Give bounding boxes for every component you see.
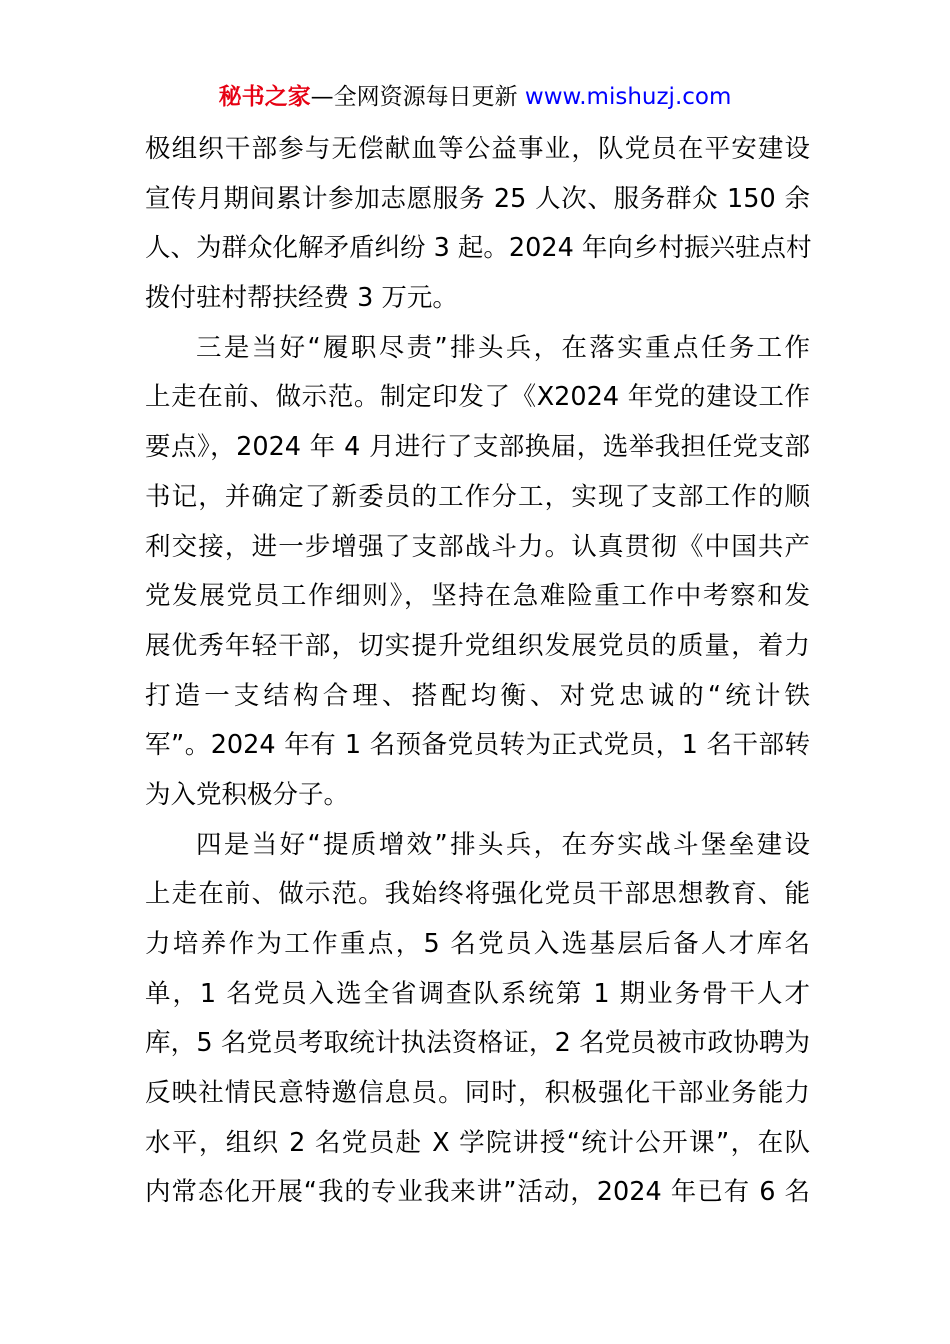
paragraph-first-line: 四是当好“提质增效”排头兵，在夯实战斗堡垒建设 [196, 829, 810, 860]
site-url-link[interactable]: www.mishuzj.com [524, 84, 732, 110]
text-line: 利交接，进一步增强了支部战斗力。认真贯彻《中国共产 [145, 531, 810, 562]
text-line: 内常态化开展“我的专业我来讲”活动，2024 年已有 6 名 [145, 1177, 810, 1208]
text-line: 拨付驻村帮扶经费 3 万元。 [145, 283, 458, 314]
text-line: 要点》，2024 年 4 月进行了支部换届，选举我担任党支部 [145, 432, 810, 463]
text-line: 上走在前、做示范。我始终将强化党员干部思想教育、能 [145, 879, 810, 910]
document-body [145, 125, 810, 1218]
text-line: 水平，组织 2 名党员赴 X 学院讲授“统计公开课”，在队 [145, 1127, 810, 1158]
text-line: 为入党积极分子。 [145, 779, 350, 810]
header-tagline: —全网资源每日更新 [310, 84, 525, 110]
text-line: 书记，并确定了新委员的工作分工，实现了支部工作的顺 [145, 481, 810, 512]
text-line: 打造一支结构合理、搭配均衡、对党忠诚的“统计铁 [145, 680, 810, 711]
text-line: 上走在前、做示范。制定印发了《X2024 年党的建设工作 [145, 382, 810, 413]
text-line: 宣传月期间累计参加志愿服务 25 人次、服务群众 150 余 [145, 183, 810, 214]
text-line: 展优秀年轻干部，切实提升党组织发展党员的质量，着力 [145, 630, 810, 661]
text-line: 党发展党员工作细则》，坚持在急难险重工作中考察和发 [145, 581, 810, 612]
text-line: 反映社情民意特邀信息员。同时，积极强化干部业务能力 [145, 1078, 810, 1109]
text-line: 力培养作为工作重点，5 名党员入选基层后备人才库名 [145, 929, 810, 959]
brand-name: 秘书之家 [218, 84, 311, 110]
text-line: 库，5 名党员考取统计执法资格证，2 名党员被市政协聘为 [145, 1028, 810, 1059]
page-header [0, 80, 950, 114]
text-line: 军”。2024 年有 1 名预备党员转为正式党员，1 名干部转 [145, 730, 810, 761]
text-line: 极组织干部参与无偿献血等公益事业，队党员在平安建设 [145, 134, 810, 164]
text-line: 人、为群众化解矛盾纠纷 3 起。2024 年向乡村振兴驻点村 [145, 233, 812, 264]
paragraph-first-line: 三是当好“履职尽责”排头兵，在落实重点任务工作 [196, 332, 810, 363]
text-line: 单，1 名党员入选全省调查队系统第 1 期业务骨干人才 [145, 978, 810, 1009]
